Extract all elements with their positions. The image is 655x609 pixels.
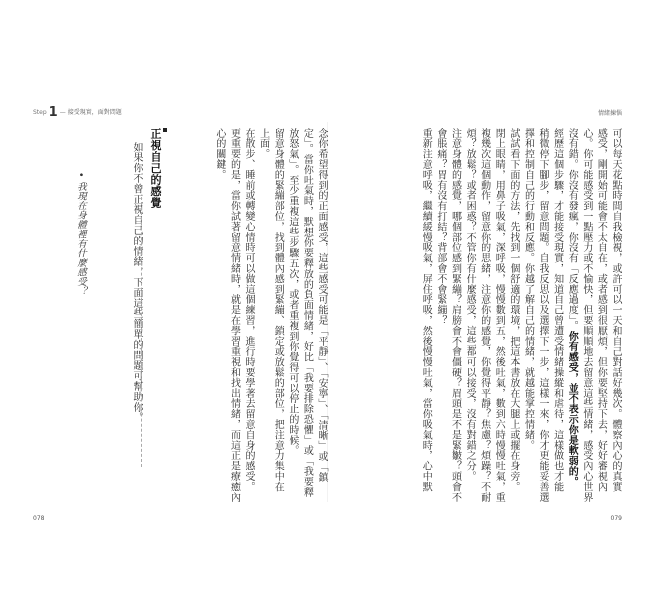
text-line-content: 擇和控制自己的行動和反應。你越了解自己的情緒，就越能掌控情緒。 (522, 128, 534, 451)
folio-right: 079 (610, 515, 622, 522)
text-line-content: 注意身體的感覺，哪個部位感到緊繃？肩膀會不會僵硬？眉頭是不是緊皺？頭會不 (449, 128, 461, 503)
text-line (240, 128, 255, 492)
text-line-content: 心。你可能感受到一點壓力或不愉快，但要順順地去留意這些情緒，感受內心世界 (580, 128, 592, 503)
text-line-content: 重新注意呼吸，繼續緩慢吸氣，屏住呼吸，然後慢慢吐氣，當你吸氣時，心中默 (420, 128, 432, 492)
text-line (578, 128, 593, 503)
chapter-title: 接受現實，面對問題 (67, 109, 122, 116)
running-title: 情緒揀惱 (597, 110, 622, 117)
text-line-content: 經歷這個步驟，才能接受現實，知道自己曾遭受情緒操縱和虐待，這樣做也才能 (551, 128, 563, 492)
text-line (299, 128, 314, 498)
section-intro (93, 142, 143, 442)
text-line-content: 更重要的是，當你試著留意情緒時，就是在學習重視和找出情緒，而這正是療癒內 (228, 128, 240, 503)
text-line (270, 128, 285, 492)
text-line-content: 可以每天花點時間自我檢視，或許可以一天和自己對話好幾次。體察內心的真實 (610, 128, 621, 492)
text-line (418, 128, 433, 492)
text-line-content: 稍微停下腳步，留意問題。自我反思以及選擇下一步，這樣一來，你才更能妥善選 (537, 128, 549, 503)
left-page-header (33, 105, 122, 120)
step-number: 1 (48, 105, 58, 120)
text-line (607, 128, 622, 492)
text-line-content: 閉上眼睛，用鼻子吸氣，深呼吸，慢慢數到五，然後吐氣，數到六時慢慢吐氣，重 (493, 128, 505, 503)
text-line (447, 128, 462, 503)
dashed-divider (141, 197, 142, 467)
text-line-content: 沒有錯。你沒有發瘋，你沒有「反應過度」。 (566, 128, 578, 331)
text-line (505, 128, 520, 492)
header-dash: — (59, 109, 66, 116)
text-line (593, 128, 608, 492)
text-line-content: 念你希望得到的正面感受，這些感受可能是「平靜」、「安寧」、「清晰」或「鎮 (316, 128, 327, 483)
right-page-body (331, 128, 622, 503)
text-line-content: 感受，剛開始可能會不太自在，或者感到很厭煩，但你要堅持下去，好好審視內 (595, 128, 607, 492)
question-bullet: • 我現在身體裡有什麼感受？ (73, 172, 87, 296)
text-line (432, 128, 447, 428)
step-prefix: Step (33, 109, 47, 116)
text-line (491, 128, 506, 503)
text-line (534, 128, 549, 503)
text-line-content: 留意身體的緊繃部位，找到體內感到緊繃、鎖定或放鬆的部位，把注意力集中在 (272, 128, 284, 492)
book-spread (33, 102, 622, 522)
section-title: 正視自己的感覺 (147, 128, 167, 209)
text-line-content: 上面。 (257, 128, 269, 160)
text-line-content: 如果你不曾正視自己的情緒，下面這些簡單的問題可幫助你。 (131, 142, 142, 423)
text-line-content: 在散步、睡前或轉變心情時可以做這個練習，進行時要學著去留意自身的感受。 (243, 128, 255, 492)
text-line-content: 會脹痛？胃有沒有打結？背部會不會緊繃？ (434, 128, 446, 326)
left-page-body (163, 128, 328, 503)
folio-left: 078 (33, 515, 45, 522)
text-line (564, 128, 579, 487)
text-line (226, 128, 241, 503)
text-line (313, 128, 328, 483)
text-line-content: 試試看下面的方法，先找到一個舒適的環境，把這本書放在大腿上或擺在身旁。 (507, 128, 519, 492)
text-line-content: 複幾次這個動作，留意你的思緒，注意你的感覺，你覺得平靜？焦慮？煩躁？不耐 (478, 128, 490, 503)
text-line-content: 定」。當你吐氣時，默想你要釋放的負面情緒，好比「我要排除恐懼」或「我要釋 (301, 128, 313, 498)
text-line-content: 放怒氣」。至少重複這些步驟五次，或者重複到你覺得可以停止的時候。 (286, 128, 298, 456)
text-line (476, 128, 491, 503)
text-line (255, 128, 270, 428)
text-line (211, 128, 226, 428)
text-line-content: 煩？放鬆？或者困惑？不管你有什麼感受，這些都可以接受，沒有對錯之分。 (464, 128, 476, 482)
text-line (549, 128, 564, 492)
text-line (461, 128, 476, 482)
emphasis-text: 你有感受，並不表示你是軟弱的。 (566, 331, 578, 487)
text-line (284, 128, 299, 456)
text-line (520, 128, 535, 451)
text-line-content: 心的關鍵。 (213, 128, 225, 180)
